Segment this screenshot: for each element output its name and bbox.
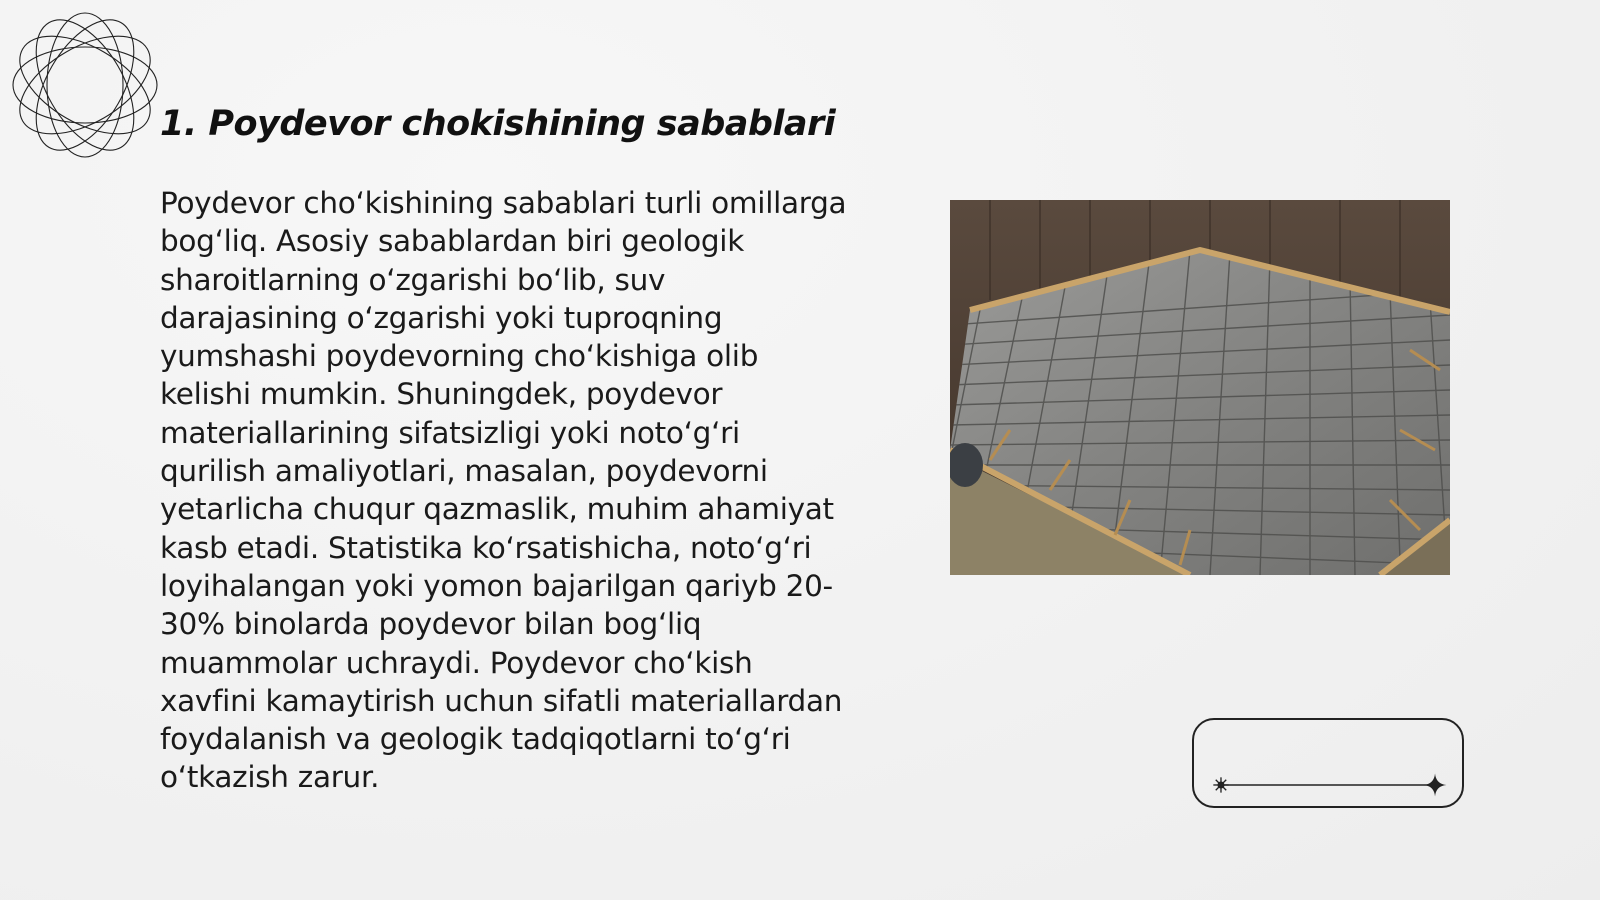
starburst-icon xyxy=(1213,777,1228,792)
sparkle-icon xyxy=(1424,774,1447,797)
concentric-rings-icon xyxy=(10,10,160,160)
slide-body-text: Poydevor cho‘kishining sabablari turli omillarga bog‘liq. Asosiy sabablardan biri geologik sharoitlarning o‘zgarishi bo‘lib, suv darajasining o‘zgarishi yoki tuproqning yumshashi poydevorning cho‘kishiga olib kelishi mumkin. Shuningdek, poydevor materiallarining sifatsizligi yoki noto‘g‘ri qurilish amaliyotlari, masalan, poydevorni yetarlicha chuqur qazmaslik, muhim ahamiyat kasb etadi. Statistika ko‘rsatishicha, noto‘g‘ri loyihalangan yoki yomon bajarilgan qariyb 20-30% binolarda poydevor bilan bog‘liq muammolar uchraydi. Poydevor cho‘kish xavfini kamaytirish uchun sifatli materiallardan foydalanish va geologik tadqiqotlarni to‘g‘ri o‘tkazish zarur. xyxy=(160,186,847,795)
slide-title: 1. Poydevor chokishining sabablari xyxy=(160,104,836,144)
decorative-slider-box xyxy=(1192,718,1464,808)
foundation-rebar-photo xyxy=(950,200,1450,575)
